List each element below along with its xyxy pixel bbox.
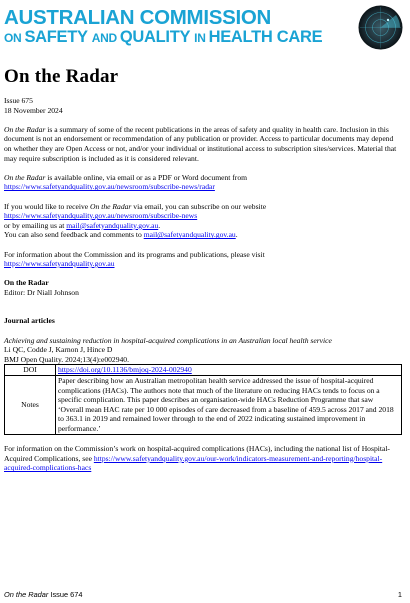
table-row (5, 376, 402, 435)
page-number: 1 (397, 590, 402, 599)
radar-link[interactable]: https://www.safetyandquality.gov.au/newsroom/subscribe-news/radar (4, 182, 215, 192)
availability-paragraph (4, 173, 402, 192)
notes-label: Notes (5, 376, 56, 435)
hac-info-text: For information on the Commission’s work on hospital-acquired complications (HACs), including the national list of Hospital-Acquired Complications, see (4, 444, 390, 463)
logo-word: AND (91, 31, 120, 45)
logo-word: ON (4, 31, 25, 45)
logo-word: HEALTH CARE (208, 28, 323, 46)
availability-emphasis: On the Radar (4, 172, 46, 182)
intro-text: is a summary of some of the recent publications in the areas of safety and quality in health care. Inclusion in this document is not an endorsement or recommendation of any publication or provider. Access to particular documents may depend on whether they are Open Access or not, and/or your individual or institutional access to subscription sites/services. Material that may require subscription is included as it is considered relevant. (4, 124, 397, 163)
doi-link[interactable]: https://doi.org/10.1136/bmjoq-2024-002940 (58, 365, 192, 375)
editor-label: On the Radar (4, 278, 49, 288)
subscribe-emphasis: On the Radar (90, 201, 132, 211)
commission-logo (4, 8, 344, 47)
subscribe-text-2: via email, you can subscribe on our website (131, 201, 267, 211)
intro-paragraph (4, 125, 402, 163)
article-authors: Li QC, Codde J, Karnon J, Hince D (4, 345, 113, 355)
document-body (4, 96, 402, 483)
hac-link[interactable]: https://www.safetyandquality.gov.au/our-work/indicators-measurement-and-reporting/hospital-acquired-complications-hacs (4, 453, 383, 473)
logo-word: QUALITY (119, 28, 195, 46)
info-text: For information about the Commission and its programs and publications, please visit (4, 249, 265, 259)
feedback-email-link[interactable]: mail@safetyandquality.gov.au (143, 230, 236, 240)
page-footer (4, 590, 402, 599)
issue-date: 18 November 2024 (4, 105, 63, 115)
footer-emphasis: On the Radar (4, 590, 49, 599)
doi-label: DOI (5, 365, 56, 376)
radar-icon (358, 5, 403, 50)
table-row (5, 365, 402, 376)
email-link[interactable]: mail@safetyandquality.gov.au (66, 220, 159, 230)
article-citation: BMJ Open Quality. 2024;13(4):e002940. (4, 354, 130, 364)
logo-word: IN (194, 31, 209, 45)
availability-text: is available online, via email or as a PDF or Word document from (45, 172, 248, 182)
email-suffix: . (158, 220, 161, 230)
subscribe-link[interactable]: https://www.safetyandquality.gov.au/newsroom/subscribe-news (4, 211, 198, 221)
feedback-suffix: . (235, 230, 238, 240)
logo-line-1: AUSTRALIAN COMMISSION (4, 6, 272, 29)
feedback-prefix: You can also send feedback and comments to (4, 230, 144, 240)
notes-text: Paper describing how an Australian metropolitan health service addressed the issue of hospital-acquired complications (HACs). The authors note that much of the literature on reducing HACs tends to focus on a specific complication. This paper describes an organisation-wide HACs Reduction Programme that saw ‘Overall mean HAC rate per 10 000 episodes of care decreased from a baseline of 459.5 across 2017 and 2018 to 363.1 in 2019 and remained lower through to the end of 2022 indicating sustained improvement in performance.’ (56, 376, 402, 435)
commission-link[interactable]: https://www.safetyandquality.gov.au (4, 259, 115, 269)
hac-info-paragraph (4, 444, 402, 473)
footer-issue: Issue 674 (48, 590, 83, 599)
intro-emphasis: On the Radar (4, 124, 46, 134)
article-details-table (4, 364, 402, 434)
doi-cell (56, 365, 402, 376)
subscribe-paragraph (4, 202, 402, 240)
info-paragraph (4, 250, 402, 269)
page-title: On the Radar (4, 66, 119, 87)
journal-articles-heading: Journal articles (4, 316, 55, 326)
editor-name: Editor: Dr Niall Johnson (4, 287, 79, 297)
logo-word: SAFETY (24, 28, 92, 46)
logo-line-2 (4, 28, 344, 47)
article-title: Achieving and sustaining reduction in hospital-acquired complications in an Australian local health service (4, 335, 332, 345)
email-prefix: or by emailing us at (4, 220, 67, 230)
subscribe-text-1: If you would like to receive (4, 201, 91, 211)
issue-number: Issue 675 (4, 96, 33, 105)
editor-block (4, 278, 402, 297)
